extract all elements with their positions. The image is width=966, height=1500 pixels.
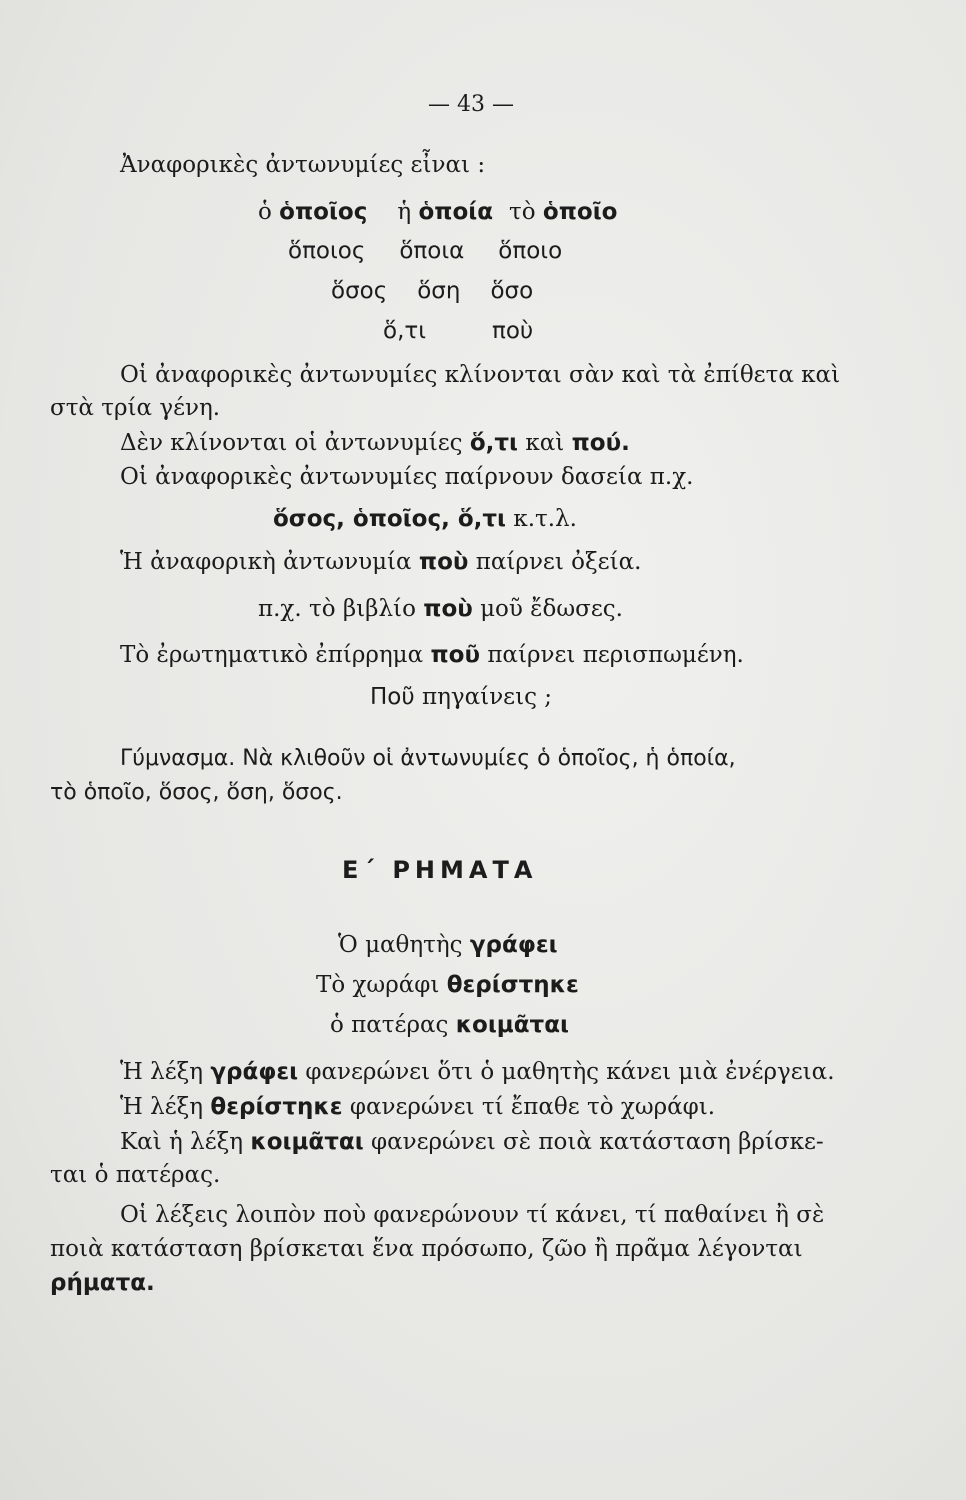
paragraph-8-line-2: ται ὁ πατέρας. <box>50 1162 221 1188</box>
paragraph-8-line-1: Καὶ ἡ λέξη κοιμᾶται φανερώνει σὲ ποιὰ κατάσταση βρίσκε- <box>120 1129 824 1155</box>
exercise-line-1: Γύμνασμα. Νὰ κλιθοῦν οἱ ἀντωνυμίες ὁ ὁποῖος, ἡ ὁποία, <box>120 746 736 771</box>
paragraph-5: Τὸ ἐρωτηματικὸ ἐπίρρημα ποῦ παίρνει περισπωμένη. <box>120 642 744 668</box>
paragraph-3: Οἱ ἀναφορικὲς ἀντωνυμίες παίρνουν δασεία π.χ. <box>120 464 694 490</box>
exercise-line-2: τὸ ὁποῖο, ὅσος, ὅση, ὅσος. <box>50 780 343 805</box>
page-number: — 43 — <box>428 92 514 117</box>
verb-example-3: ὁ πατέρας κοιμᾶται <box>330 1012 569 1038</box>
pronoun-row-2: ὅποιος ὅποια ὅποιο <box>288 238 563 264</box>
paragraph-4: Ἡ ἀναφορικὴ ἀντωνυμία ποὺ παίρνει ὀξεία. <box>120 549 642 575</box>
verb-example-1: Ὁ μαθητὴς γράφει <box>338 932 558 958</box>
example-3: Ποῦ πηγαίνεις ; <box>370 684 553 710</box>
paragraph-7: Ἡ λέξη θερίστηκε φανερώνει τί ἔπαθε τὸ χωράφι. <box>120 1094 716 1120</box>
pronoun-row-4: ὅ,τι ποὺ <box>383 318 534 344</box>
paragraph-1-line-1: Οἱ ἀναφορικὲς ἀντωνυμίες κλίνονται σὰν καὶ τὰ ἐπίθετα καὶ <box>120 362 841 388</box>
pronoun-row-1: ὁ ὁποῖος ἡ ὁποία τὸ ὁποῖο <box>258 199 618 225</box>
paragraph-9-line-3: ρήματα. <box>50 1270 155 1296</box>
paragraph-6: Ἡ λέξη γράφει φανερώνει ὅτι ὁ μαθητὴς κάνει μιὰ ἐνέργεια. <box>120 1059 835 1085</box>
intro-line: Ἀναφορικὲς ἀντωνυμίες εἶναι : <box>120 152 486 178</box>
section-heading: Ε΄ ΡΗΜΑΤΑ <box>342 856 538 884</box>
paragraph-2: Δὲν κλίνονται οἱ ἀντωνυμίες ὅ,τι καὶ πού. <box>120 430 630 456</box>
paragraph-1-line-2: στὰ τρία γένη. <box>50 395 221 421</box>
example-2: π.χ. τὸ βιβλίο ποὺ μοῦ ἔδωσες. <box>258 596 623 622</box>
paragraph-9-line-1: Οἱ λέξεις λοιπὸν ποὺ φανερώνουν τί κάνει, τί παθαίνει ἢ σὲ <box>120 1202 825 1228</box>
example-1: ὅσος, ὁποῖος, ὅ,τι κ.τ.λ. <box>273 506 577 532</box>
paragraph-9-line-2: ποιὰ κατάσταση βρίσκεται ἕνα πρόσωπο, ζῶο ἢ πρᾶμα λέγονται <box>50 1236 803 1262</box>
verb-example-2: Τὸ χωράφι θερίστηκε <box>316 972 579 998</box>
pronoun-row-3: ὅσος ὅση ὅσο <box>331 278 534 304</box>
